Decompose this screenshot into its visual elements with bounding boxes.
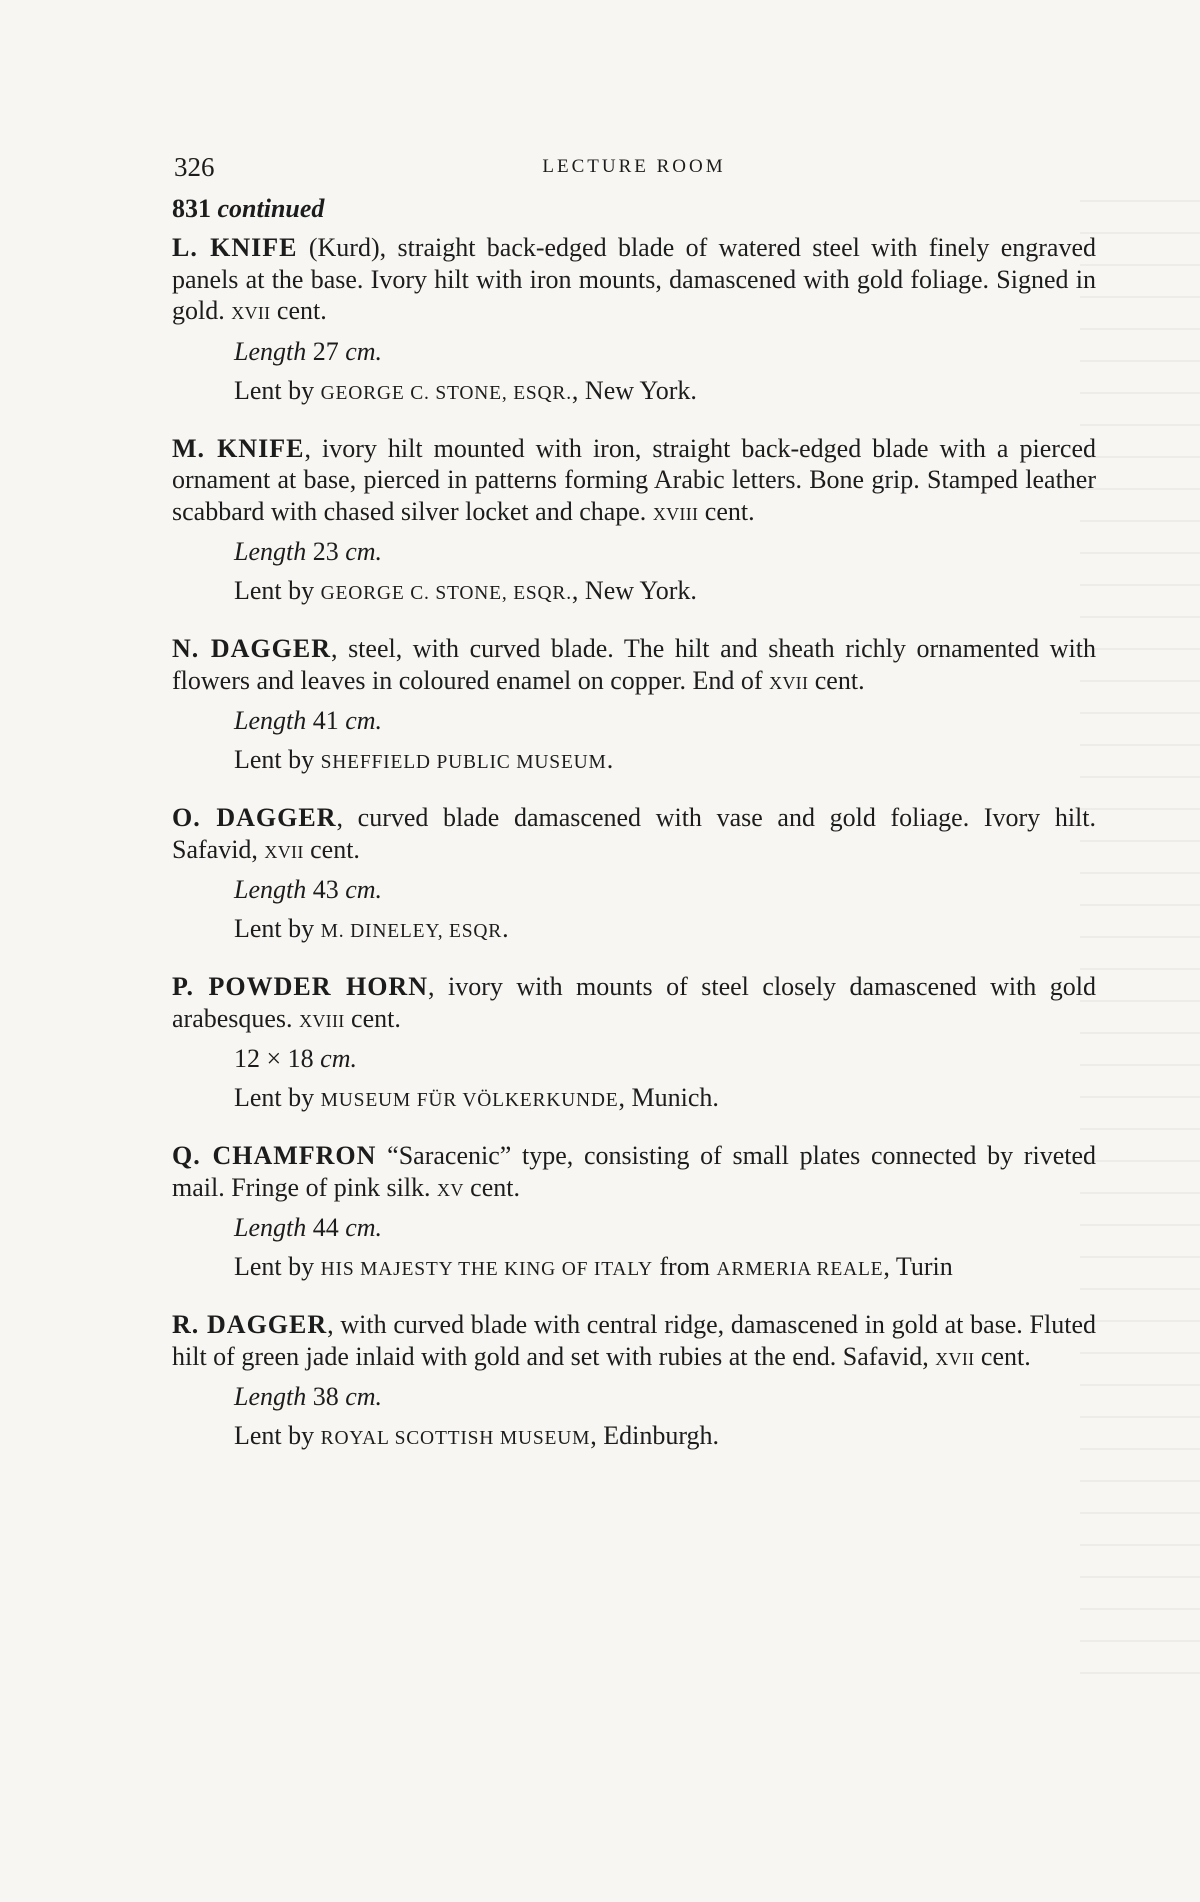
lent-by-prefix: Lent by — [234, 745, 321, 774]
century-suffix: cent. — [344, 1003, 401, 1033]
description-text: , ivory hilt mounted with iron, straight back-edged blade with a pierced ornament at base, pierced in patterns forming Arabic letters. Bone grip. Stamped leather scabbard with chased silver locket and chape. — [172, 433, 1096, 526]
description-text: , with curved blade with central ridge, damascened in gold at base. Fluted hilt of green jade inlaid with gold and set with rubies at the end. Safavid, — [172, 1310, 1096, 1371]
century-suffix: cent. — [270, 296, 327, 325]
catalogue-entry-m — [172, 433, 1096, 610]
continued-heading — [172, 194, 1096, 224]
description-text: , ivory with mounts of steel closely damascened with gold arabesques. — [172, 972, 1097, 1033]
entry-description — [172, 633, 1096, 696]
century-numeral: xviii — [652, 496, 699, 526]
dimension-label: Length — [234, 1382, 307, 1411]
lender-line — [234, 575, 1096, 609]
lender-line — [234, 375, 1096, 409]
description-text: “Saracenic” type, consisting of small plates connected by riveted mail. Fringe of pink silk. — [172, 1141, 1096, 1202]
lender-name: SHEFFIELD PUBLIC MUSEUM — [320, 752, 607, 773]
century-numeral: xvii — [264, 834, 304, 864]
century-suffix: cent. — [463, 1172, 520, 1202]
lent-by-prefix: Lent by — [234, 1252, 321, 1281]
dimension-value: 12 × 18 — [234, 1044, 321, 1073]
dimension-label: Length — [234, 875, 307, 904]
century-numeral: xvii — [769, 665, 809, 695]
lender-location: . — [502, 914, 509, 943]
page-header — [174, 148, 1094, 188]
lender-name: HIS MAJESTY THE KING OF ITALY — [320, 1259, 653, 1280]
dimension-unit: cm. — [345, 537, 383, 566]
continued-word: continued — [217, 194, 325, 223]
dimension-value: 41 — [306, 706, 346, 735]
entry-description — [172, 1309, 1096, 1372]
lender-line — [234, 1251, 1096, 1285]
lender-line — [234, 1082, 1096, 1116]
century-suffix: cent. — [974, 1341, 1031, 1371]
lender-institution: ARMERIA REALE — [716, 1259, 884, 1280]
entry-heading: P. POWDER HORN — [172, 972, 428, 1001]
entry-heading: L. KNIFE — [172, 233, 298, 262]
dimension-label: Length — [234, 706, 307, 735]
catalogue-number: 831 — [172, 194, 211, 223]
lender-line — [234, 1420, 1096, 1454]
entry-description — [172, 433, 1096, 528]
lent-by-prefix: Lent by — [234, 576, 321, 605]
catalogue-entry-r — [172, 1309, 1096, 1454]
running-head: LECTURE ROOM — [542, 156, 726, 177]
entry-heading: R. DAGGER — [172, 1310, 328, 1339]
catalogue-entry-n — [172, 633, 1096, 778]
dimension-line — [234, 875, 1096, 905]
page-number: 326 — [174, 152, 215, 182]
dimension-unit: cm. — [345, 875, 383, 904]
dimension-line — [234, 337, 1096, 367]
entry-description — [172, 802, 1096, 865]
catalogue-entry-q — [172, 1140, 1096, 1285]
show-through-texture — [1080, 200, 1200, 1700]
lender-location: , New York. — [571, 375, 697, 405]
lender-name: GEORGE C. STONE, ESQR. — [320, 382, 572, 404]
lender-location: , Edinburgh. — [590, 1421, 720, 1450]
page-body — [172, 194, 1096, 1478]
description-text: (Kurd), straight back-edged blade of watered steel with finely engraved panels at the base. Ivory hilt with iron mounts, damascened with gold foliage. Signed in gold. — [172, 233, 1097, 325]
dimension-line — [234, 1382, 1096, 1412]
lender-name: ROYAL SCOTTISH MUSEUM — [320, 1428, 591, 1449]
century-suffix: cent. — [303, 834, 360, 864]
lender-line — [234, 744, 1096, 778]
entry-heading: N. DAGGER — [172, 634, 331, 663]
lender-location: , Munich. — [618, 1083, 719, 1112]
century-numeral: xv — [437, 1172, 464, 1202]
entry-description — [172, 971, 1096, 1034]
dimension-line — [234, 706, 1096, 736]
dimension-label: Length — [234, 336, 307, 366]
lender-line — [234, 913, 1096, 947]
century-suffix: cent. — [698, 496, 755, 526]
dimension-value: 23 — [306, 537, 346, 566]
dimension-value: 27 — [306, 336, 346, 366]
dimension-unit: cm. — [345, 706, 383, 735]
dimension-value: 43 — [306, 875, 346, 904]
catalogue-entry-p — [172, 971, 1096, 1116]
lender-name: MUSEUM FÜR VÖLKERKUNDE — [320, 1090, 619, 1111]
lender-name: GEORGE C. STONE, ESQR. — [320, 583, 572, 604]
dimension-line — [234, 537, 1096, 567]
dimension-unit: cm. — [345, 336, 383, 366]
entry-heading: M. KNIFE — [172, 433, 305, 463]
dimension-line — [234, 1044, 1096, 1074]
century-numeral: xviii — [299, 1003, 345, 1033]
catalogue-entry-l — [172, 232, 1096, 409]
lender-location: , Turin — [883, 1252, 953, 1281]
description-text: , curved blade damascened with vase and gold foliage. Ivory hilt. Safavid, — [172, 803, 1096, 864]
lender-name: M. DINELEY, ESQR — [320, 921, 503, 942]
dimension-line — [234, 1213, 1096, 1243]
entry-description — [172, 232, 1096, 327]
lender-location: . — [606, 745, 614, 774]
lender-location: , New York. — [571, 576, 697, 605]
lent-by-prefix: Lent by — [234, 1083, 321, 1112]
dimension-value: 38 — [306, 1382, 346, 1411]
century-numeral: xvii — [231, 296, 271, 325]
dimension-label: Length — [234, 537, 307, 566]
lent-by-prefix: Lent by — [234, 375, 321, 405]
description-text: , steel, with curved blade. The hilt and sheath richly ornamented with flowers and leaves in coloured enamel on copper. End of — [172, 634, 1096, 695]
dimension-unit: cm. — [320, 1044, 357, 1073]
dimension-unit: cm. — [345, 1382, 383, 1411]
dimension-value: 44 — [306, 1213, 346, 1242]
lent-by-prefix: Lent by — [234, 914, 321, 943]
entry-heading: Q. CHAMFRON — [172, 1141, 377, 1170]
catalogue-entry-o — [172, 802, 1096, 947]
lender-connector: from — [652, 1252, 717, 1281]
entry-heading: O. DAGGER — [172, 803, 337, 832]
century-suffix: cent. — [808, 665, 865, 695]
century-numeral: xvii — [935, 1341, 975, 1371]
dimension-unit: cm. — [345, 1213, 383, 1242]
dimension-label: Length — [234, 1213, 307, 1242]
entry-description — [172, 1140, 1096, 1203]
lent-by-prefix: Lent by — [234, 1421, 321, 1450]
